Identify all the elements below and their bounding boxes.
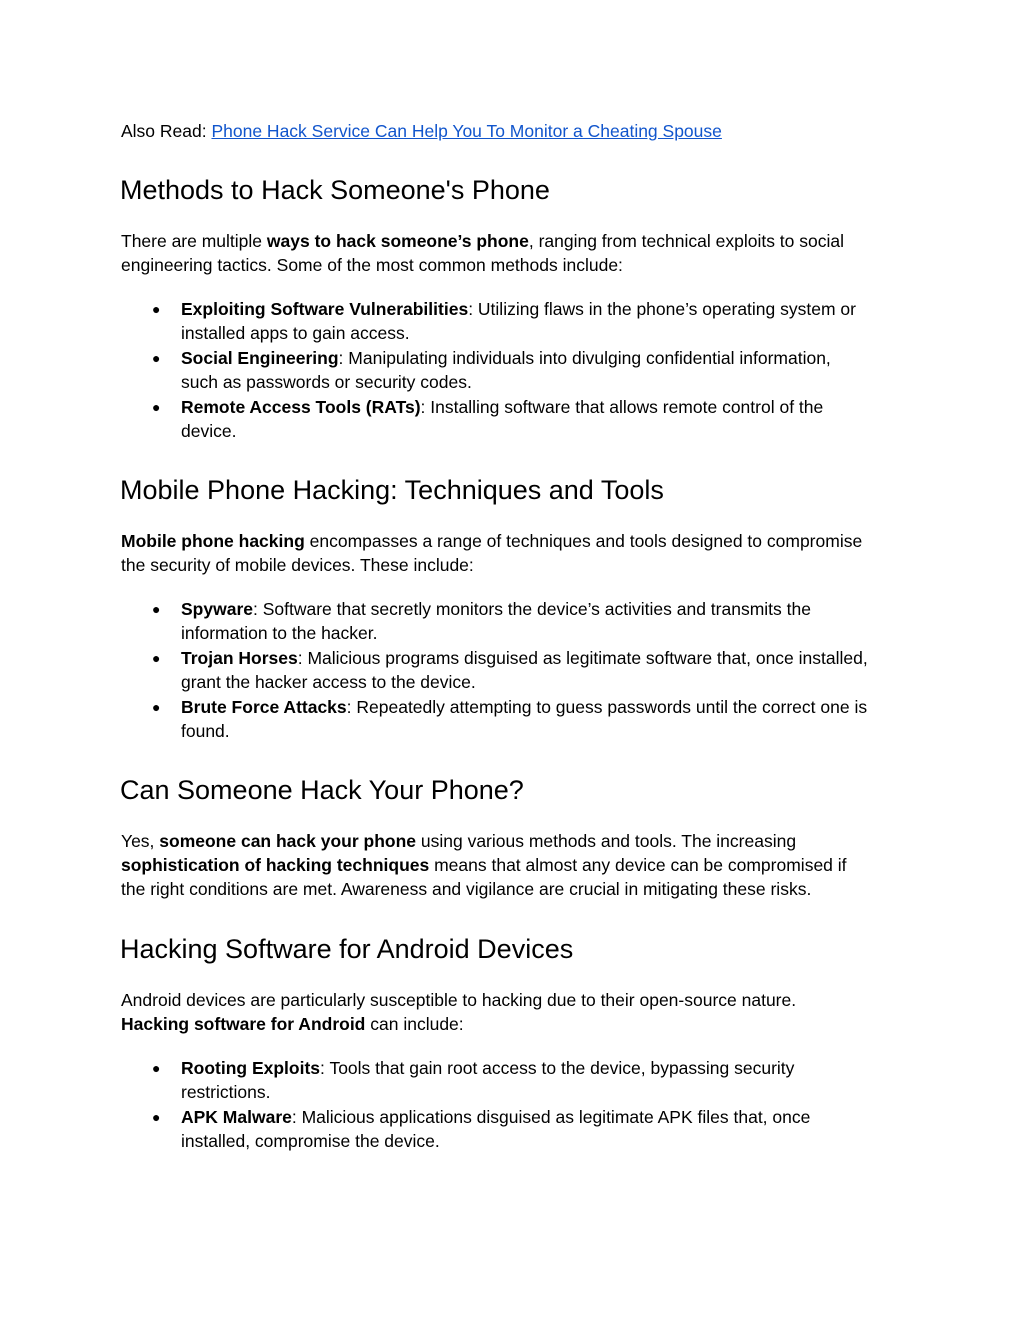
- bullet-icon: ●: [152, 398, 161, 415]
- section2-intro-line1: Mobile phone hacking encompasses a range of techniques and tools designed to compromise: [121, 531, 863, 551]
- document-page: Also Read: Phone Hack Service Can Help You To Monitor a Cheating Spouse Methods to Hack Someone's Phone There are multiple ways to hack someone’s phone, ranging from technical exploits to social engineering tactics. Some of the most common methods include: ● Exploiting Software Vulnerabilities: Utilizing flaws in the phone’s operating system or installed apps to gain access. ● Social Engineering: Manipulating individuals into divulging confidential information, such as passwords or security codes. ● Remote Access Tools (RATs): Installing software that allows remote control of the device. Mobile Phone Hacking: Techniques and Tools Mobile phone hacking encompasses a range of techniques and tools designed to compromise the security of mobile devices. These include: ● Spyware: Software that secretly monitors the device’s activities and transmits the information to the hacker. ● Trojan Horses: Malicious programs disguised as legitimate software that, once installed, grant the hacker access to the device. ● Brute Force Attacks: Repeatedly attempting to guess passwords until the correct one is found. Can Someone Hack Your Phone? Yes, someone can hack your phone using various methods and tools. The increasing sophistication of hacking techniques means that almost any device can be compromised if the right conditions are met. Awareness and vigilance are crucial in mitigating these risks. Hacking Software for Android Devices Android devices are particularly susceptible to hacking due to their open-source nature. Hacking software for Android can include: ● Rooting Exploits: Tools that gain root access to the device, bypassing security restrictions. ● APK Malware: Malicious applications disguised as legitimate APK files that, once installed, compromise the device.: [120, 121, 868, 1152]
- bullet-icon: ●: [152, 1108, 161, 1125]
- section1-intro-line2: engineering tactics. Some of the most common methods include:: [121, 255, 623, 275]
- section-heading-can-someone-hack: Can Someone Hack Your Phone?: [120, 775, 524, 805]
- section4-intro-line1: Android devices are particularly susceptible to hacking due to their open-source nature.: [121, 990, 797, 1010]
- also-read-line: [121, 119, 722, 143]
- bullet-icon: ●: [152, 649, 161, 666]
- section-heading-mobile-hacking: Mobile Phone Hacking: Techniques and Tools: [120, 475, 664, 505]
- section3-para-line2: sophistication of hacking techniques means that almost any device can be compromised if: [121, 855, 847, 875]
- bullet-icon: ●: [152, 301, 161, 317]
- bullet-icon: ●: [152, 1060, 161, 1076]
- section-heading-android-software: Hacking Software for Android Devices: [120, 934, 574, 964]
- bullet-icon: ●: [152, 349, 161, 366]
- section3-para-line1: Yes, someone can hack your phone using various methods and tools. The increasing: [121, 831, 797, 851]
- section3-para-line3: the right conditions are met. Awareness and vigilance are crucial in mitigating these risks.: [121, 879, 812, 899]
- section-heading-methods: Methods to Hack Someone's Phone: [120, 175, 550, 205]
- bullet-icon: ●: [152, 698, 161, 715]
- also-read-link[interactable]: Phone Hack Service Can Help You To Monitor a Cheating Spouse: [211, 121, 722, 141]
- bullet-icon: ●: [152, 601, 161, 617]
- section4-intro-line2: Hacking software for Android can include:: [121, 1014, 464, 1034]
- also-read-prefix: Also Read:: [121, 121, 212, 141]
- section2-intro-line2: the security of mobile devices. These include:: [121, 555, 474, 575]
- section1-intro-line1: There are multiple ways to hack someone’s phone, ranging from technical exploits to social: [121, 231, 844, 251]
